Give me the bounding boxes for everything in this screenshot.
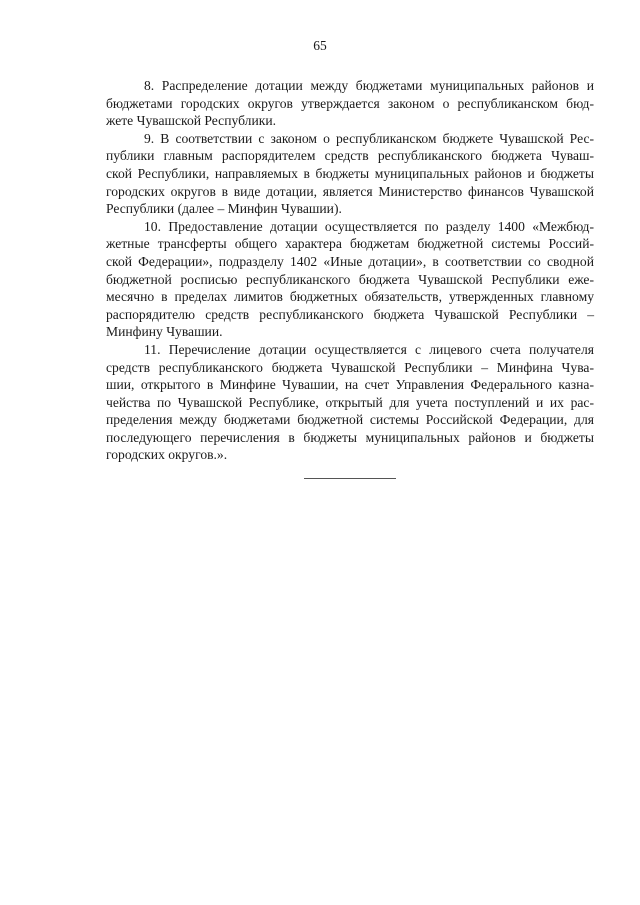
page-number: 65 [313,38,327,53]
paragraph-8 [106,77,594,130]
paragraph-line: распорядителю средств республиканского бюджета Чувашской Республики – [106,306,594,322]
paragraph-line: последующего перечисления в бюджеты муниципальных районов и бюджеты [106,429,594,445]
paragraph-9 [106,130,594,218]
paragraph-11 [106,341,594,464]
paragraph-line: бюджетами городских округов утверждается законом о республиканском бюд- [106,95,594,111]
paragraph-line: 9. В соответствии с законом о республиканском бюджете Чувашской Рес- [144,130,594,146]
closing-divider [304,478,396,479]
paragraph-line: бюджетной росписью республиканского бюджета Чувашской Республики еже- [106,271,594,287]
paragraph-line: городских округов.». [106,447,228,463]
paragraph-line: жете Чувашской Республики. [106,113,277,129]
paragraph-line: публики главным распорядителем средств республиканского бюджета Чуваш- [106,148,594,164]
paragraph-line: чейства по Чувашской Республике, открытый для учета поступлений и их рас- [106,394,594,410]
paragraph-line: 8. Распределение дотации между бюджетами муниципальных районов и [144,78,594,93]
document-body [106,77,594,464]
paragraph-10 [106,218,594,341]
paragraph-line: месячно в пределах лимитов бюджетных обязательств, утвержденных главному [106,289,594,305]
paragraph-line: шии, открытого в Минфине Чувашии, на счет Управления Федерального казна- [106,377,594,393]
paragraph-line: городских округов в виде дотации, является Министерство финансов Чувашской [106,183,594,199]
paragraph-line: жетные трансферты общего характера бюджетам бюджетной системы Россий- [106,236,594,252]
paragraph-line: пределения между бюджетами бюджетной системы Российской Федерации, для [106,412,594,428]
paragraph-line: 10. Предоставление дотации осуществляется по разделу 1400 «Межбюд- [144,218,594,234]
paragraph-line: 11. Перечисление дотации осуществляется с лицевого счета получателя [144,341,594,357]
paragraph-line: Минфину Чувашии. [106,324,223,340]
paragraph-line: Республики (далее – Минфин Чувашии). [106,201,342,217]
paragraph-line: средств республиканского бюджета Чувашской Республики – Минфина Чува- [106,359,594,375]
paragraph-line: ской Республики, направляемых в бюджеты муниципальных районов и бюджеты [106,165,594,181]
paragraph-line: ской Федерации», подразделу 1402 «Иные дотации», в соответствии со сводной [106,253,594,269]
